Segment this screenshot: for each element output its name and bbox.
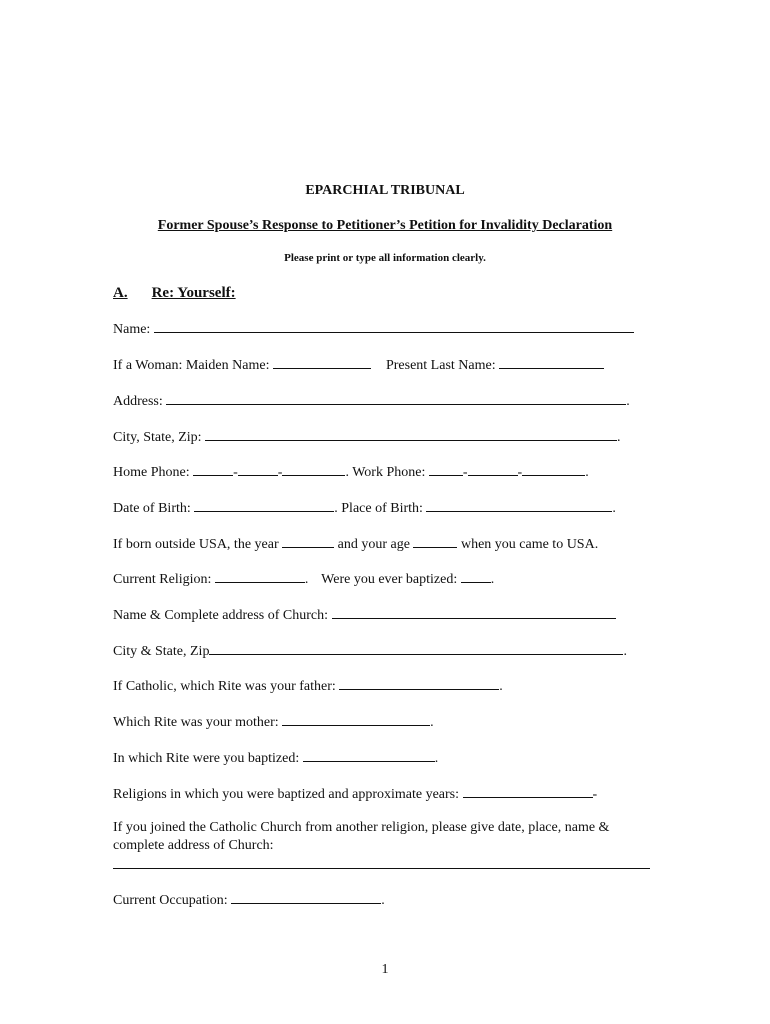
born-outside-row — [113, 535, 598, 553]
dash: - — [462, 465, 468, 480]
father-rite-field[interactable] — [339, 677, 499, 690]
joined-church-line-2: complete address of Church: — [113, 838, 274, 853]
place-of-birth-field[interactable] — [426, 499, 612, 512]
period: . — [334, 501, 338, 516]
date-of-birth-field[interactable] — [194, 499, 334, 512]
birth-row — [113, 499, 616, 517]
city-period: . — [617, 430, 621, 445]
page-number: 1 — [381, 962, 389, 977]
name-field[interactable] — [154, 320, 634, 333]
father-rite-row — [113, 677, 503, 695]
age-label: and your age — [337, 537, 410, 552]
church-city-row — [113, 642, 627, 660]
baptized-rite-row — [113, 749, 438, 767]
church-address-field[interactable] — [332, 606, 616, 619]
section-a-heading — [113, 285, 236, 302]
period: . — [345, 465, 349, 480]
religion-row — [113, 570, 494, 588]
address-label: Address: — [113, 394, 163, 409]
period: . — [434, 751, 439, 766]
address-period: . — [626, 394, 630, 409]
address-row — [113, 392, 630, 410]
joined-church-line-1: If you joined the Catholic Church from another religion, please give date, place, name & — [113, 820, 610, 835]
religions-years-field[interactable] — [463, 785, 593, 798]
church-city-field[interactable] — [209, 642, 623, 655]
mother-rite-label: Which Rite was your mother: — [113, 715, 279, 730]
home-phone-number-field[interactable] — [282, 463, 345, 476]
religions-years-row — [113, 785, 597, 803]
maiden-name-row — [113, 356, 604, 374]
phone-row — [113, 463, 589, 481]
city-state-zip-field[interactable] — [205, 428, 617, 441]
father-rite-label: If Catholic, which Rite was your father: — [113, 679, 336, 694]
name-row — [113, 320, 634, 338]
baptized-rite-label: In which Rite were you baptized: — [113, 751, 300, 766]
period: . — [612, 501, 616, 516]
period: . — [585, 465, 589, 480]
city-state-zip-row — [113, 428, 621, 446]
period: . — [430, 715, 434, 730]
period: . — [381, 893, 385, 908]
instructions: Please print or type all information clearly. — [284, 252, 486, 264]
church-address-row — [113, 606, 616, 624]
arrival-age-field[interactable] — [413, 535, 457, 548]
period: . — [490, 572, 495, 587]
address-field[interactable] — [166, 392, 626, 405]
section-letter: A. — [113, 285, 128, 301]
baptized-field[interactable] — [461, 570, 491, 583]
current-religion-field[interactable] — [215, 570, 305, 583]
dash: - — [277, 465, 283, 480]
mother-rite-field[interactable] — [282, 713, 430, 726]
work-phone-number-field[interactable] — [522, 463, 585, 476]
maiden-name-label: If a Woman: Maiden Name: — [113, 358, 270, 373]
name-label: Name: — [113, 322, 151, 337]
work-phone-prefix-field[interactable] — [468, 463, 518, 476]
current-religion-label: Current Religion: — [113, 572, 212, 587]
dash: - — [592, 787, 598, 802]
date-of-birth-label: Date of Birth: — [113, 501, 191, 516]
home-phone-prefix-field[interactable] — [238, 463, 278, 476]
joined-church-field[interactable] — [113, 868, 650, 869]
work-phone-area-field[interactable] — [429, 463, 463, 476]
section-title: Re: Yourself: — [151, 285, 236, 301]
period: . — [499, 679, 503, 694]
present-last-name-field[interactable] — [499, 356, 604, 369]
dash: - — [517, 465, 523, 480]
baptized-label: Were you ever baptized: — [321, 572, 458, 587]
work-phone-label: Work Phone: — [352, 465, 426, 480]
period: . — [623, 644, 627, 659]
city-state-zip-label: City, State, Zip: — [113, 430, 202, 445]
church-address-label: Name & Complete address of Church: — [113, 608, 329, 623]
religions-years-label: Religions in which you were baptized and approximate years: — [113, 787, 460, 802]
born-outside-label: If born outside USA, the year — [113, 537, 279, 552]
came-to-usa-label: when you came to USA. — [460, 537, 599, 552]
home-phone-area-field[interactable] — [193, 463, 233, 476]
present-last-name-label: Present Last Name: — [385, 358, 496, 373]
dash: - — [233, 465, 238, 480]
home-phone-label: Home Phone: — [113, 465, 190, 480]
mother-rite-row — [113, 713, 434, 731]
period: . — [304, 572, 309, 587]
occupation-label: Current Occupation: — [113, 893, 228, 908]
occupation-field[interactable] — [231, 891, 381, 904]
maiden-name-field[interactable] — [273, 356, 371, 369]
occupation-row — [113, 891, 385, 909]
arrival-year-field[interactable] — [282, 535, 334, 548]
document-subtitle: Former Spouse’s Response to Petitioner’s Petition for Invalidity Declaration — [157, 218, 613, 233]
place-of-birth-label: Place of Birth: — [341, 501, 423, 516]
baptized-rite-field[interactable] — [303, 749, 435, 762]
document-title: EPARCHIAL TRIBUNAL — [305, 183, 465, 198]
church-city-label: City & State, Zip — [113, 644, 210, 659]
